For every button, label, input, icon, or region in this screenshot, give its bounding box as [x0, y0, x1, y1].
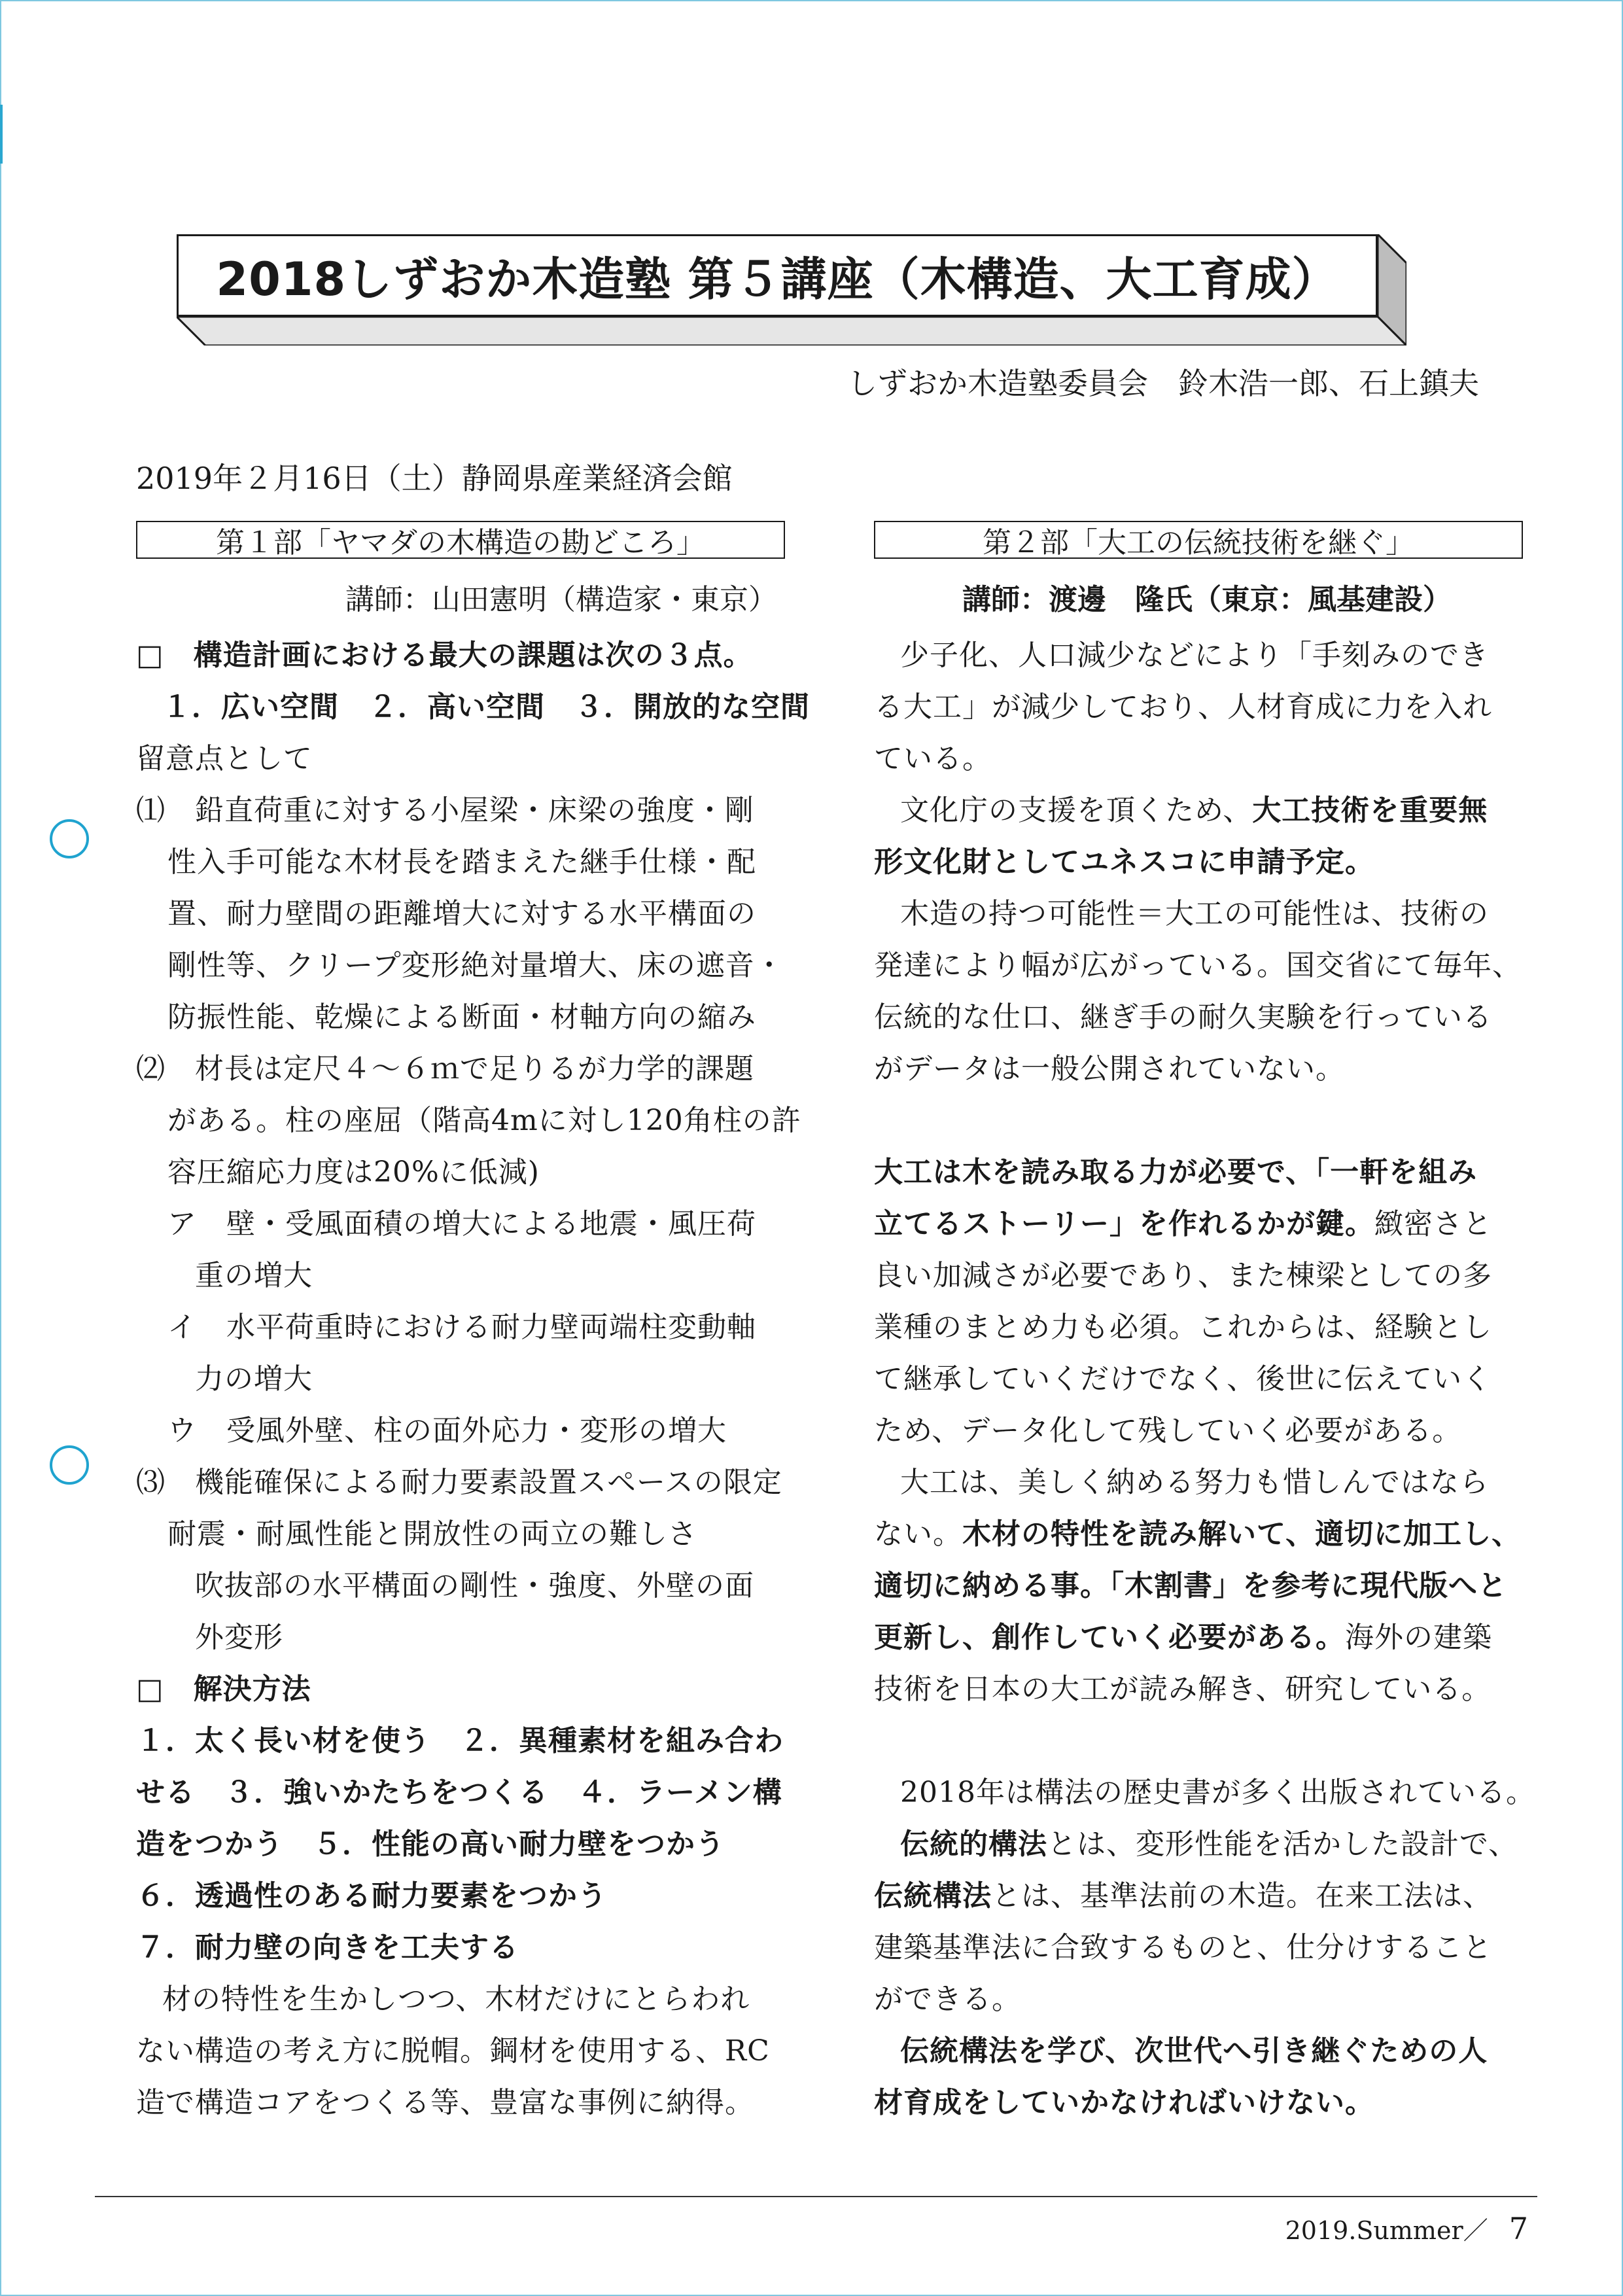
author-line: しずおか木造塾委員会 鈴木浩一郎、石上鎮夫 [847, 366, 1479, 401]
text-line: ⑵ 材長は定尺４～６ｍで足りるが力学的課題 [136, 1052, 754, 1086]
edge-marker [0, 105, 3, 164]
text-line: せる ３．強いかたちをつくる ４．ラーメン構 [136, 1776, 782, 1809]
text-line: 少子化、人口減少などにより「手刻みのでき [900, 639, 1489, 672]
text-line: 適切に納める事。「木割書」を参考に現代版へと [874, 1569, 1507, 1602]
text-line: ⑶ 機能確保による耐力要素設置スペースの限定 [136, 1466, 782, 1499]
text-line: □ 解決方法 [136, 1672, 311, 1706]
text-line: １．太く長い材を使う ２．異種素材を組み合わ [136, 1724, 784, 1757]
text-line: 発達により幅が広がっている。国交省にて毎年、 [874, 949, 1522, 982]
part2-column [874, 521, 1535, 2128]
title-box [177, 234, 1378, 317]
text-line: 形文化財としてユネスコに申請予定。 [874, 845, 1374, 879]
text-line [874, 1870, 1528, 1922]
text-line: ウ 受風外壁、柱の面外応力・変形の増大 [167, 1414, 727, 1447]
text-line: 造をつかう ５．性能の高い耐力壁をつかう [136, 1828, 725, 1861]
text-run: 海外の建築 [1345, 1621, 1492, 1654]
text-line: ７．耐力壁の向きを工夫する [136, 1931, 519, 1964]
text-run: 文化庁の支援を頂くため、 [900, 794, 1253, 827]
footer-rule [95, 2196, 1537, 2197]
text-line: 大工は木を読み取る力が必要で、「一軒を組み [874, 1156, 1478, 1189]
part1-body [136, 629, 810, 2128]
title-frame [177, 234, 1406, 345]
text-line: ている。 [874, 742, 992, 775]
part2-lecturer: 講師：渡邊 隆氏（東京：風基建設） [962, 583, 1452, 616]
part1-lecturer: 講師：山田憲明（構造家・東京） [345, 583, 777, 616]
text-line: 性入手可能な木材長を踏まえた継手仕様・配 [167, 845, 756, 879]
text-line [874, 1198, 1528, 1250]
text-line: 容圧縮応力度は20%に低減) [167, 1156, 540, 1189]
text-line: ⑴ 鉛直荷重に対する小屋梁・床梁の強度・剛 [136, 794, 754, 827]
text-run: 緻密さと [1374, 1207, 1492, 1241]
issue-label: 2019.Summer／ [1285, 2216, 1488, 2245]
text-line: ため、データ化して残していく必要がある。 [874, 1414, 1462, 1447]
text-line: 2018年は構法の歴史書が多く出版されている。 [900, 1776, 1535, 1809]
text-line: 剛性等、クリープ変形絶対量増大、床の遮音・ [167, 949, 784, 982]
text-line: 伝統的な仕口、継ぎ手の耐久実験を行っている [874, 1000, 1492, 1034]
text-line: がデータは一般公開されていない。 [874, 1052, 1345, 1086]
page-number: 7 [1509, 2211, 1528, 2246]
text-line: 建築基準法に合致するものと、仕分けすること [874, 1931, 1492, 1964]
text-line: て継承していくだけでなく、後世に伝えていく [874, 1362, 1492, 1396]
footer [1285, 2210, 1528, 2246]
text-line: □ 構造計画における最大の課題は次の３点。 [136, 639, 753, 672]
text-line: 防振性能、乾燥による断面・材軸方向の縮み [167, 1000, 756, 1034]
text-line: ができる。 [874, 1983, 1021, 2016]
part1-heading: 第１部「ヤマダの木構造の勘どころ」 [136, 521, 785, 559]
text-line: ない構造の考え方に脱帽。鋼材を使用する、RC [136, 2034, 770, 2068]
emphasis-run: 木材の特性を読み解いて、適切に加工し、 [962, 1517, 1522, 1551]
part2-body [874, 629, 1535, 2128]
text-run: ない。 [874, 1517, 962, 1551]
text-line: 木造の持つ可能性＝大工の可能性は、技術の [900, 897, 1489, 930]
text-line: 吹抜部の水平構面の剛性・強度、外壁の面 [195, 1569, 754, 1602]
emphasis-run: 伝統的構法 [900, 1828, 1047, 1861]
text-line: がある。柱の座屈（階高4mに対し120角柱の許 [167, 1104, 801, 1137]
text-line: 技術を日本の大工が読み解き、研究している。 [874, 1672, 1492, 1706]
text-line: 材育成をしていかなければいけない。 [874, 2086, 1374, 2119]
text-line [874, 1612, 1528, 1663]
text-line: 外変形 [195, 1621, 283, 1654]
text-line: 良い加減さが必要であり、また棟梁としての多 [874, 1259, 1492, 1292]
text-line: １．広い空間 ２．高い空間 ３．開放的な空間 [162, 690, 810, 724]
text-line: 材の特性を生かしつつ、木材だけにとらわれ [162, 1983, 750, 2016]
part2-heading: 第２部「大工の伝統技術を継ぐ」 [874, 521, 1523, 559]
text-line [874, 1818, 1528, 1870]
spacer [874, 1715, 1528, 1767]
text-line: ６．透過性のある耐力要素をつかう [136, 1879, 607, 1913]
binder-hole-mark [50, 1445, 89, 1485]
emphasis-run: 伝統構法 [874, 1879, 992, 1913]
text-line: る大工」が減少しており、人材育成に力を入れ [874, 690, 1492, 724]
text-line: 重の増大 [195, 1259, 313, 1292]
text-run: とは、基準法前の木造。在来工法は、 [992, 1879, 1492, 1913]
emphasis-run: 大工技術を重要無 [1252, 794, 1488, 827]
text-line: 伝統構法を学び、次世代へ引き継ぐための人 [900, 2034, 1488, 2068]
binder-hole-mark [50, 819, 89, 858]
text-line: 力の増大 [195, 1362, 313, 1396]
text-line: イ 水平荷重時における耐力壁両端柱変動軸 [167, 1311, 756, 1344]
text-line: 耐震・耐風性能と開放性の両立の難しさ [167, 1517, 697, 1551]
spacer [874, 1095, 1528, 1146]
text-line: 造で構造コアをつくる等、豊富な事例に納得。 [136, 2086, 754, 2119]
text-run: とは、変形性能を活かした設計で、 [1047, 1828, 1518, 1861]
text-line: 留意点として [136, 742, 313, 775]
emphasis-run: 更新し、創作していく必要がある。 [874, 1621, 1345, 1654]
part1-column [136, 521, 810, 2128]
emphasis-run: 立てるストーリー」を作れるかが鍵。 [874, 1207, 1374, 1241]
text-line: 大工は、美しく納める努力も惜しんではなら [900, 1466, 1489, 1499]
text-line: ア 壁・受風面積の増大による地震・風圧荷 [167, 1207, 756, 1241]
page-title: 2018しずおか木造塾 第５講座（木構造、大工育成） [216, 252, 1338, 306]
text-line [874, 1508, 1528, 1560]
event-date: 2019年２月16日（土）静岡県産業経済会館 [136, 461, 733, 496]
text-line: 業種のまとめ力も必須。これからは、経験とし [874, 1311, 1492, 1344]
text-line: 置、耐力壁間の距離増大に対する水平構面の [167, 897, 756, 930]
text-line [874, 785, 1528, 836]
